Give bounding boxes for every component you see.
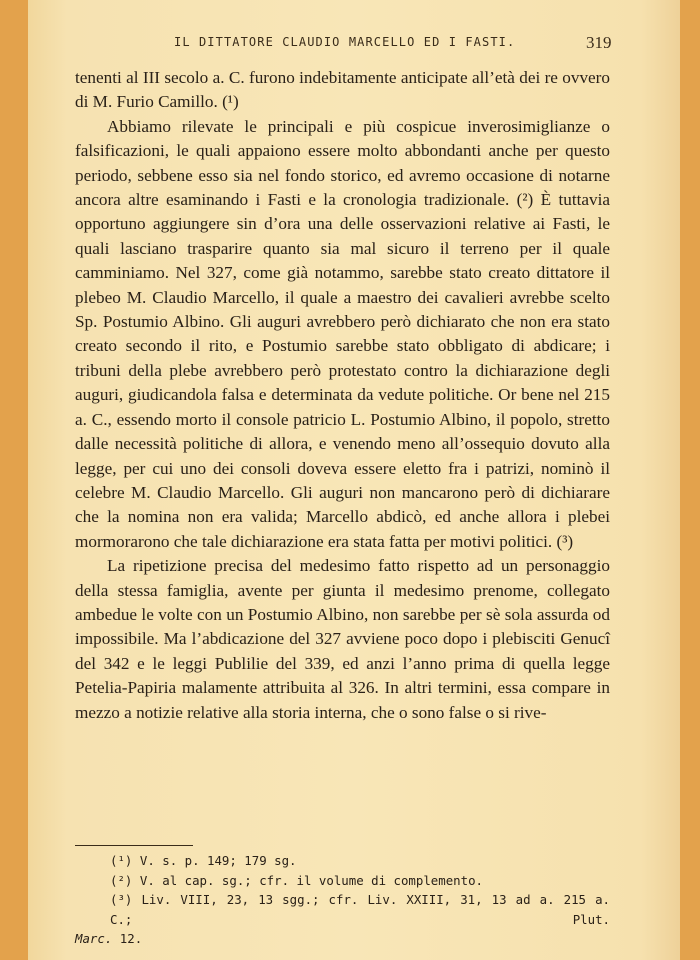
footnote-ref: (¹)	[222, 92, 239, 112]
running-title: IL DITTATORE CLAUDIO MARCELLO ED I FASTI.	[174, 35, 516, 49]
footnote-1: (¹) V. s. p. 149; 179 sg.	[110, 853, 297, 868]
footnote-mark: (¹)	[110, 853, 133, 868]
body-text	[75, 66, 610, 725]
paragraph-3: La ripetizione precisa del medesimo fatto rispetto ad un personaggio della stessa famiglia, avente per giunta il medesimo prenome, collegato ambedue le volte con un Postumio Albino, non sarebbe per sè sola assurda od impossibile. Ma l’abdicazione del 327 avviene poco dopo i plebisciti Genucî del 342 e le leggi Publilie del 339, ed anzi l’anno prima di quella legge Petelia-Papiria malamente attribuita al 326. In altri termini, essa compare in mezzo a notizie relative alla storia interna, che o sono false o si rive-	[75, 556, 610, 722]
footnote-ref: (²)	[516, 190, 534, 210]
footnote-mark: (³)	[110, 892, 133, 908]
paragraph-2: Abbiamo rilevate le principali e più cospicue inverosimiglianze o falsificazioni, le quali appaiono essere molto abbondanti anche per questo periodo, sebbene esso sia nel fondo storico, ed avremo occasione di notarne ancora altre esaminando i Fasti e la cronologia tradizionale. (²) È tuttavia opportuno aggiungere sin d’ora una delle osservazioni relative ai Fasti, le quali lasciano trasparire quanto sia mal sicuro il terreno per il quale camminiamo. Nel 327, come già notammo, sarebbe stato creato dittatore il plebeo M. Claudio Marcello, il quale a maestro dei cavalieri avrebbe scelto Sp. Postumio Albino. Gli auguri avrebbero però dichiarato che non era stato creato secondo il rito, e Postumio sarebbe stato obbligato di abdicare; i tribuni della plebe avrebbero però protestato contro la dichiarazione degli auguri, giudicandola falsa e determinata da vedute politiche. Or bene nel 215 a. C., essendo morto il console patricio L. Postumio Albino, il popolo, stretto dalle necessità politiche di allora, e venendo meno all’ossequio dovuto alla legge, per cui uno dei consoli doveva essere eletto fra i patrizi, nominò il celebre M. Claudio Marcello. Gli auguri non mancarono però di dichiarare che la nomina non era valida; Marcello abdicò, ed anche allora i plebei mormorarono che tale dichiarazione era stata fatta per motivi politici. (³)	[75, 116, 610, 551]
footnote-2: (²) V. al cap. sg.; cfr. il volume di complemento.	[110, 872, 484, 888]
paragraph-1: tenenti al III secolo a. C. furono indebitamente anticipate all’età dei re ovvero di M. Furio Camillo. (¹)	[75, 68, 610, 112]
footnote-3-continuation: Marc. 12.	[75, 931, 143, 947]
work-title: Marc.	[75, 931, 113, 947]
footnote-rule	[75, 845, 193, 846]
footnote-3: (³) Liv. VIII, 23, 13 sgg.; cfr. Liv. XXIII, 31, 13 ad a. 215 a. C.; Plut.	[110, 892, 610, 927]
footnotes	[75, 851, 610, 949]
running-head	[28, 33, 680, 53]
page-number: 319	[586, 33, 612, 52]
book-page	[28, 0, 680, 960]
footnote-ref: (³)	[556, 531, 574, 551]
footnote-mark: (²)	[110, 872, 133, 888]
